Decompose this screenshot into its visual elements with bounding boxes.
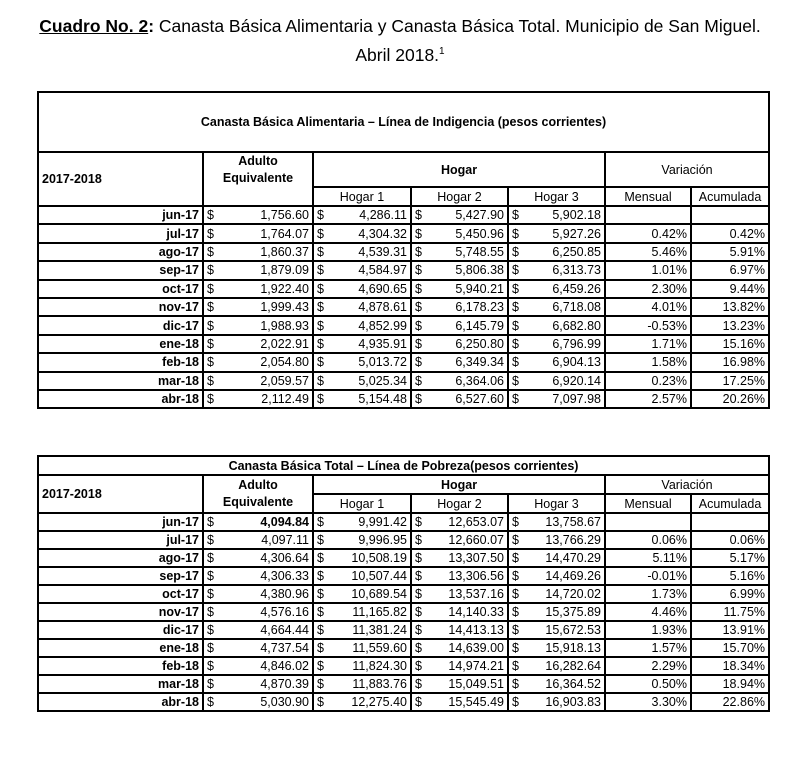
currency-symbol: $ [317, 263, 324, 278]
month-cell: abr-18 [38, 390, 203, 408]
mensual-cell [605, 513, 691, 531]
currency-symbol: $ [415, 300, 422, 315]
hogar-3-cell: $ 6,796.99 [508, 335, 605, 353]
table-row [38, 206, 769, 224]
currency-symbol: $ [415, 587, 422, 601]
adulto-equivalente-cell: $ 4,576.16 [203, 603, 313, 621]
hogar-3-cell: $ 14,470.29 [508, 549, 605, 567]
currency-symbol: $ [317, 605, 324, 619]
currency-symbol: $ [317, 392, 324, 407]
month-cell: sep-17 [38, 261, 203, 279]
hogar-2-cell: $ 5,806.38 [411, 261, 508, 279]
currency-symbol: $ [207, 515, 214, 529]
table-row [38, 603, 769, 621]
currency-symbol: $ [415, 355, 422, 370]
adulto-equivalente-cell: $ 4,664.44 [203, 621, 313, 639]
title-text: Canasta Básica Alimentaria y Canasta Básica Total. Municipio de San Miguel. [154, 16, 761, 36]
currency-symbol: $ [207, 226, 214, 241]
hogar-3-cell: $ 14,469.26 [508, 567, 605, 585]
currency-symbol: $ [512, 373, 519, 388]
adulto-equivalente-cell: $ 2,022.91 [203, 335, 313, 353]
acumulada-cell: 18.94% [691, 675, 769, 693]
header-hogar-2: Hogar 2 [411, 494, 508, 513]
month-cell: ene-18 [38, 335, 203, 353]
table-row [38, 353, 769, 371]
adulto-equivalente-cell: $ 5,030.90 [203, 693, 313, 711]
table-body [38, 513, 769, 711]
currency-symbol: $ [317, 677, 324, 691]
table-row [38, 567, 769, 585]
hogar-3-cell: $ 13,758.67 [508, 513, 605, 531]
adulto-equivalente-cell: $ 4,306.33 [203, 567, 313, 585]
currency-symbol: $ [512, 551, 519, 565]
table-row [38, 224, 769, 242]
currency-symbol: $ [207, 641, 214, 655]
hogar-1-cell: $ 4,286.11 [313, 206, 411, 224]
hogar-3-cell: $ 15,918.13 [508, 639, 605, 657]
adulto-equivalente-cell: $ 4,380.96 [203, 585, 313, 603]
table-title-row [38, 456, 769, 475]
mensual-cell: 0.23% [605, 372, 691, 390]
hogar-3-cell: $ 6,718.08 [508, 298, 605, 316]
currency-symbol: $ [415, 373, 422, 388]
currency-symbol: $ [512, 336, 519, 351]
table-row [38, 243, 769, 261]
header-period: 2017-2018 [38, 475, 203, 513]
hogar-2-cell: $ 14,974.21 [411, 657, 508, 675]
hogar-1-cell: $ 9,996.95 [313, 531, 411, 549]
hogar-3-cell: $ 6,250.85 [508, 243, 605, 261]
acumulada-cell [691, 206, 769, 224]
month-cell: mar-18 [38, 675, 203, 693]
hogar-3-cell: $ 16,364.52 [508, 675, 605, 693]
acumulada-cell [691, 513, 769, 531]
table-row [38, 513, 769, 531]
adulto-equivalente-cell: $ 4,094.84 [203, 513, 313, 531]
currency-symbol: $ [317, 515, 324, 529]
currency-symbol: $ [207, 623, 214, 637]
page-title-line2: Abril 2018.$^1$ [355, 44, 445, 65]
currency-symbol: $ [512, 244, 519, 259]
table-row [38, 549, 769, 567]
month-cell: nov-17 [38, 298, 203, 316]
header-row-1 [38, 152, 769, 187]
header-mensual: Mensual [605, 494, 691, 513]
currency-symbol: $ [317, 659, 324, 673]
adulto-equivalente-cell: $ 4,737.54 [203, 639, 313, 657]
month-cell: ago-17 [38, 243, 203, 261]
currency-symbol: $ [415, 263, 422, 278]
mensual-cell: 0.06% [605, 531, 691, 549]
adulto-equivalente-cell: $ 4,306.64 [203, 549, 313, 567]
hogar-1-cell: $ 10,508.19 [313, 549, 411, 567]
header-hogar-2: Hogar 2 [411, 187, 508, 206]
month-cell: sep-17 [38, 567, 203, 585]
page-title-line1 [0, 14, 800, 39]
hogar-1-cell: $ 11,883.76 [313, 675, 411, 693]
hogar-3-cell: $ 6,313.73 [508, 261, 605, 279]
adulto-equivalente-cell: $ 4,870.39 [203, 675, 313, 693]
month-cell: mar-18 [38, 372, 203, 390]
currency-symbol: $ [415, 551, 422, 565]
header-acumulada: Acumulada [691, 494, 769, 513]
currency-symbol: $ [415, 623, 422, 637]
currency-symbol: $ [415, 569, 422, 583]
hogar-2-cell: $ 6,145.79 [411, 316, 508, 334]
hogar-3-cell: $ 6,920.14 [508, 372, 605, 390]
hogar-1-cell: $ 4,584.97 [313, 261, 411, 279]
hogar-1-cell: $ 4,935.91 [313, 335, 411, 353]
mensual-cell: 1.93% [605, 621, 691, 639]
mensual-cell: 4.46% [605, 603, 691, 621]
mensual-cell: 4.01% [605, 298, 691, 316]
currency-symbol: $ [317, 318, 324, 333]
hogar-2-cell: $ 14,140.33 [411, 603, 508, 621]
currency-symbol: $ [415, 659, 422, 673]
currency-symbol: $ [317, 641, 324, 655]
hogar-3-cell: $ 15,375.89 [508, 603, 605, 621]
header-acumulada: Acumulada [691, 187, 769, 206]
mensual-cell [605, 206, 691, 224]
hogar-2-cell: $ 6,527.60 [411, 390, 508, 408]
currency-symbol: $ [512, 623, 519, 637]
table-row [38, 531, 769, 549]
month-cell: dic-17 [38, 621, 203, 639]
table-row [38, 316, 769, 334]
currency-symbol: $ [512, 318, 519, 333]
currency-symbol: $ [512, 605, 519, 619]
hogar-2-cell: $ 6,349.34 [411, 353, 508, 371]
currency-symbol: $ [317, 300, 324, 315]
hogar-2-cell: $ 5,427.90 [411, 206, 508, 224]
acumulada-cell: 13.91% [691, 621, 769, 639]
currency-symbol: $ [512, 677, 519, 691]
acumulada-cell: 0.42% [691, 224, 769, 242]
acumulada-cell: 5.16% [691, 567, 769, 585]
table-title: Canasta Básica Total – Línea de Pobreza(pesos corrientes) [38, 456, 769, 475]
currency-symbol: $ [317, 281, 324, 296]
hogar-2-cell: $ 5,940.21 [411, 280, 508, 298]
header-hogar-3: Hogar 3 [508, 187, 605, 206]
acumulada-cell: 17.25% [691, 372, 769, 390]
hogar-1-cell: $ 5,154.48 [313, 390, 411, 408]
currency-symbol: $ [415, 244, 422, 259]
currency-symbol: $ [512, 281, 519, 296]
currency-symbol: $ [207, 677, 214, 691]
adulto-equivalente-cell: $ 2,112.49 [203, 390, 313, 408]
header-adulto-equivalente: Adulto Equivalente [203, 152, 313, 206]
mensual-cell: -0.01% [605, 567, 691, 585]
hogar-2-cell: $ 13,307.50 [411, 549, 508, 567]
mensual-cell: 5.46% [605, 243, 691, 261]
currency-symbol: $ [317, 336, 324, 351]
currency-symbol: $ [512, 515, 519, 529]
month-cell: oct-17 [38, 280, 203, 298]
adulto-equivalente-cell: $ 1,999.43 [203, 298, 313, 316]
currency-symbol: $ [415, 695, 422, 709]
currency-symbol: $ [207, 392, 214, 407]
table-row [38, 657, 769, 675]
currency-symbol: $ [512, 300, 519, 315]
adulto-equivalente-cell: $ 1,764.07 [203, 224, 313, 242]
hogar-2-cell: $ 6,250.80 [411, 335, 508, 353]
acumulada-cell: 0.06% [691, 531, 769, 549]
currency-symbol: $ [317, 695, 324, 709]
acumulada-cell: 13.23% [691, 316, 769, 334]
header-hogar-group: Hogar [313, 152, 605, 187]
hogar-2-cell: $ 12,653.07 [411, 513, 508, 531]
table-title: Canasta Básica Alimentaria – Línea de Indigencia (pesos corrientes) [38, 92, 769, 152]
table-row [38, 675, 769, 693]
currency-symbol: $ [512, 641, 519, 655]
hogar-1-cell: $ 12,275.40 [313, 693, 411, 711]
currency-symbol: $ [207, 318, 214, 333]
hogar-2-cell: $ 14,639.00 [411, 639, 508, 657]
table-row [38, 639, 769, 657]
hogar-1-cell: $ 11,559.60 [313, 639, 411, 657]
adulto-equivalente-cell: $ 1,756.60 [203, 206, 313, 224]
month-cell: jun-17 [38, 206, 203, 224]
currency-symbol: $ [317, 208, 324, 223]
acumulada-cell: 5.17% [691, 549, 769, 567]
mensual-cell: 2.30% [605, 280, 691, 298]
currency-symbol: $ [415, 677, 422, 691]
hogar-3-cell: $ 16,282.64 [508, 657, 605, 675]
hogar-1-cell: $ 5,013.72 [313, 353, 411, 371]
acumulada-cell: 16.98% [691, 353, 769, 371]
header-hogar-3: Hogar 3 [508, 494, 605, 513]
mensual-cell: -0.53% [605, 316, 691, 334]
currency-symbol: $ [317, 355, 324, 370]
currency-symbol: $ [207, 587, 214, 601]
header-adulto-equivalente: Adulto Equivalente [203, 475, 313, 513]
currency-symbol: $ [512, 659, 519, 673]
currency-symbol: $ [512, 695, 519, 709]
currency-symbol: $ [415, 281, 422, 296]
table-canasta-alimentaria [37, 91, 770, 409]
table-row [38, 335, 769, 353]
acumulada-cell: 15.70% [691, 639, 769, 657]
currency-symbol: $ [415, 318, 422, 333]
header-variacion-group: Variación [605, 475, 769, 494]
currency-symbol: $ [207, 569, 214, 583]
hogar-3-cell: $ 6,904.13 [508, 353, 605, 371]
hogar-2-cell: $ 6,178.23 [411, 298, 508, 316]
table-row [38, 372, 769, 390]
currency-symbol: $ [415, 208, 422, 223]
hogar-1-cell: $ 4,304.32 [313, 224, 411, 242]
mensual-cell: 1.01% [605, 261, 691, 279]
table-row [38, 280, 769, 298]
table-title-row [38, 92, 769, 152]
mensual-cell: 2.57% [605, 390, 691, 408]
currency-symbol: $ [415, 533, 422, 547]
currency-symbol: $ [415, 515, 422, 529]
footnote-marker: 1 [439, 46, 445, 57]
hogar-3-cell: $ 6,682.80 [508, 316, 605, 334]
mensual-cell: 5.11% [605, 549, 691, 567]
currency-symbol: $ [207, 208, 214, 223]
mensual-cell: 1.57% [605, 639, 691, 657]
table-row [38, 693, 769, 711]
month-cell: ene-18 [38, 639, 203, 657]
hogar-3-cell: $ 16,903.83 [508, 693, 605, 711]
table-body [38, 206, 769, 408]
hogar-3-cell: $ 13,766.29 [508, 531, 605, 549]
currency-symbol: $ [317, 244, 324, 259]
currency-symbol: $ [512, 569, 519, 583]
title-label: Cuadro No. 2: [39, 16, 155, 36]
currency-symbol: $ [512, 263, 519, 278]
adulto-equivalente-cell: $ 1,860.37 [203, 243, 313, 261]
adulto-equivalente-cell: $ 4,097.11 [203, 531, 313, 549]
hogar-1-cell: $ 11,824.30 [313, 657, 411, 675]
month-cell: abr-18 [38, 693, 203, 711]
currency-symbol: $ [317, 587, 324, 601]
table-row [38, 621, 769, 639]
hogar-3-cell: $ 7,097.98 [508, 390, 605, 408]
header-variacion-group: Variación [605, 152, 769, 187]
page-title [0, 14, 800, 68]
hogar-2-cell: $ 13,537.16 [411, 585, 508, 603]
currency-symbol: $ [207, 605, 214, 619]
mensual-cell: 0.50% [605, 675, 691, 693]
mensual-cell: 1.73% [605, 585, 691, 603]
currency-symbol: $ [207, 551, 214, 565]
month-cell: feb-18 [38, 353, 203, 371]
acumulada-cell: 9.44% [691, 280, 769, 298]
mensual-cell: 3.30% [605, 693, 691, 711]
hogar-1-cell: $ 10,689.54 [313, 585, 411, 603]
hogar-3-cell: $ 5,902.18 [508, 206, 605, 224]
month-cell: oct-17 [38, 585, 203, 603]
month-cell: jul-17 [38, 224, 203, 242]
adulto-equivalente-cell: $ 1,988.93 [203, 316, 313, 334]
hogar-1-cell: $ 5,025.34 [313, 372, 411, 390]
header-mensual: Mensual [605, 187, 691, 206]
month-cell: dic-17 [38, 316, 203, 334]
currency-symbol: $ [415, 641, 422, 655]
hogar-2-cell: $ 6,364.06 [411, 372, 508, 390]
adulto-equivalente-cell: $ 1,922.40 [203, 280, 313, 298]
hogar-2-cell: $ 14,413.13 [411, 621, 508, 639]
hogar-1-cell: $ 4,878.61 [313, 298, 411, 316]
acumulada-cell: 13.82% [691, 298, 769, 316]
acumulada-cell: 20.26% [691, 390, 769, 408]
currency-symbol: $ [512, 226, 519, 241]
currency-symbol: $ [415, 605, 422, 619]
acumulada-cell: 6.97% [691, 261, 769, 279]
hogar-1-cell: $ 11,165.82 [313, 603, 411, 621]
acumulada-cell: 18.34% [691, 657, 769, 675]
currency-symbol: $ [207, 355, 214, 370]
currency-symbol: $ [317, 226, 324, 241]
adulto-equivalente-cell: $ 1,879.09 [203, 261, 313, 279]
hogar-2-cell: $ 5,450.96 [411, 224, 508, 242]
month-cell: feb-18 [38, 657, 203, 675]
currency-symbol: $ [415, 336, 422, 351]
currency-symbol: $ [207, 336, 214, 351]
currency-symbol: $ [207, 695, 214, 709]
table-row [38, 298, 769, 316]
acumulada-cell: 15.16% [691, 335, 769, 353]
mensual-cell: 1.58% [605, 353, 691, 371]
table-row [38, 390, 769, 408]
adulto-equivalente-cell: $ 4,846.02 [203, 657, 313, 675]
hogar-1-cell: $ 4,539.31 [313, 243, 411, 261]
hogar-2-cell: $ 15,545.49 [411, 693, 508, 711]
hogar-1-cell: $ 10,507.44 [313, 567, 411, 585]
currency-symbol: $ [207, 533, 214, 547]
adulto-equivalente-cell: $ 2,054.80 [203, 353, 313, 371]
table-row [38, 261, 769, 279]
currency-symbol: $ [207, 244, 214, 259]
currency-symbol: $ [512, 392, 519, 407]
currency-symbol: $ [207, 263, 214, 278]
header-period: 2017-2018 [38, 152, 203, 206]
mensual-cell: 1.71% [605, 335, 691, 353]
header-row-1 [38, 475, 769, 494]
header-hogar-1: Hogar 1 [313, 494, 411, 513]
currency-symbol: $ [415, 226, 422, 241]
currency-symbol: $ [207, 300, 214, 315]
hogar-1-cell: $ 11,381.24 [313, 621, 411, 639]
currency-symbol: $ [317, 533, 324, 547]
acumulada-cell: 5.91% [691, 243, 769, 261]
currency-symbol: $ [512, 208, 519, 223]
currency-symbol: $ [207, 281, 214, 296]
acumulada-cell: 6.99% [691, 585, 769, 603]
hogar-1-cell: $ 4,852.99 [313, 316, 411, 334]
hogar-1-cell: $ 4,690.65 [313, 280, 411, 298]
currency-symbol: $ [207, 659, 214, 673]
currency-symbol: $ [317, 569, 324, 583]
adulto-equivalente-cell: $ 2,059.57 [203, 372, 313, 390]
currency-symbol: $ [512, 355, 519, 370]
currency-symbol: $ [512, 587, 519, 601]
hogar-2-cell: $ 5,748.55 [411, 243, 508, 261]
currency-symbol: $ [317, 623, 324, 637]
hogar-2-cell: $ 13,306.56 [411, 567, 508, 585]
hogar-1-cell: $ 9,991.42 [313, 513, 411, 531]
table-canasta-total [37, 455, 770, 712]
month-cell: jun-17 [38, 513, 203, 531]
header-hogar-group: Hogar [313, 475, 605, 494]
acumulada-cell: 11.75% [691, 603, 769, 621]
mensual-cell: 0.42% [605, 224, 691, 242]
hogar-2-cell: $ 12,660.07 [411, 531, 508, 549]
hogar-3-cell: $ 15,672.53 [508, 621, 605, 639]
currency-symbol: $ [512, 533, 519, 547]
month-cell: nov-17 [38, 603, 203, 621]
month-cell: jul-17 [38, 531, 203, 549]
hogar-2-cell: $ 15,049.51 [411, 675, 508, 693]
month-cell: ago-17 [38, 549, 203, 567]
hogar-3-cell: $ 6,459.26 [508, 280, 605, 298]
header-hogar-1: Hogar 1 [313, 187, 411, 206]
acumulada-cell: 22.86% [691, 693, 769, 711]
currency-symbol: $ [317, 373, 324, 388]
table-row [38, 585, 769, 603]
currency-symbol: $ [415, 392, 422, 407]
hogar-3-cell: $ 5,927.26 [508, 224, 605, 242]
currency-symbol: $ [317, 551, 324, 565]
currency-symbol: $ [207, 373, 214, 388]
hogar-3-cell: $ 14,720.02 [508, 585, 605, 603]
mensual-cell: 2.29% [605, 657, 691, 675]
